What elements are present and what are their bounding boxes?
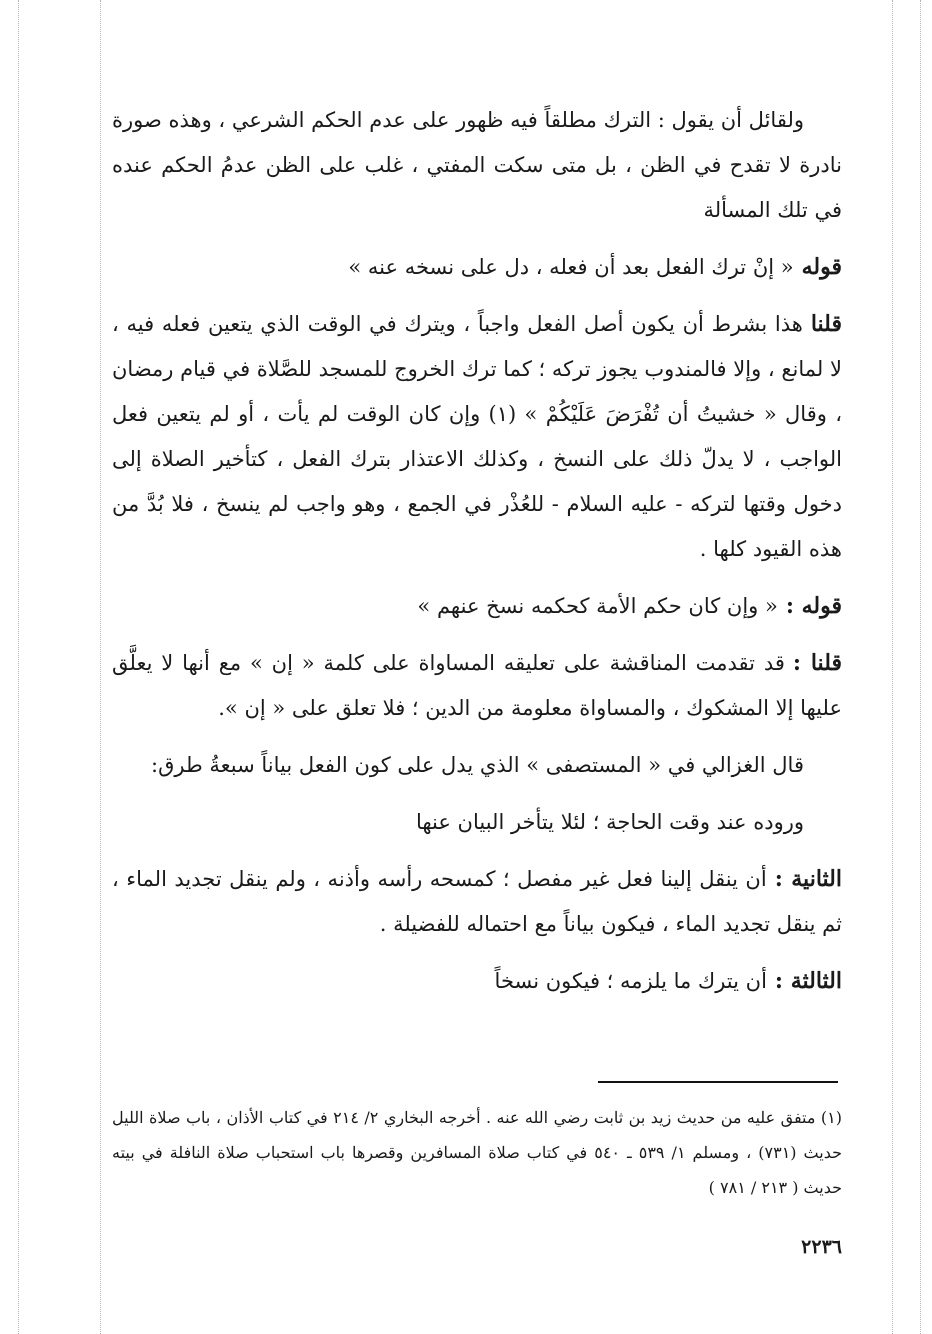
paragraph [112, 302, 842, 572]
page-number: ٢٢٣٦ [801, 1236, 842, 1258]
paragraph-text: وروده عند وقت الحاجة ؛ لئلا يتأخر البيان عنها [415, 810, 804, 834]
scan-dotted-guide [18, 0, 19, 1334]
paragraph-text: قال الغزالي في « المستصفى » الذي يدل على كون الفعل بياناً سبعةُ طرق: [151, 753, 804, 777]
paragraph-text: « وإن كان حكم الأمة كحكمه نسخ عنهم » [417, 594, 778, 618]
paragraph [112, 245, 842, 290]
scan-dotted-guide [892, 0, 893, 1334]
paragraph [112, 641, 842, 731]
paragraph [112, 584, 842, 629]
paragraph-lead: قوله : [785, 593, 842, 619]
paragraph-lead: الثانية : [774, 866, 842, 892]
paragraph-text: « إنْ ترك الفعل بعد أن فعله ، دل على نسخه عنه » [348, 255, 794, 279]
footnote: (١) متفق عليه من حديث زيد بن ثابت رضي الله عنه . أخرجه البخاري ٢/ ٢١٤ في كتاب الأذان ، باب صلاة الليل حديث (٧٣١) ، ومسلم ١/ ٥٣٩ ـ ٥٤٠ في كتاب صلاة المسافرين وقصرها باب استحباب صلاة النافلة في بيته حديث ( ٢١٣ / ٧٨١ ) [112, 1108, 843, 1197]
paragraph-text: هذا بشرط أن يكون أصل الفعل واجباً ، ويترك في الوقت الذي يتعين فعله فيه ، لا لمانع ، وإلا فالمندوب يجوز تركه ؛ كما ترك الخروج للمسجد للصَّلاة في قيام رمضان ، وقال « خشيتُ أن تُفْرَضَ عَلَيْكُمْ » (١) وإن كان الوقت لم يأت ، أو لم يتعين فعل الواجب ، لا يدلّ ذلك على النسخ ، وكذلك الاعتذار بترك الفعل ، كتأخير الصلاة إلى دخول وقتها لتركه - عليه السلام - للعُذْر في الجمع ، وهو واجب لم ينسخ ، فلا بُدَّ من هذه القيود كلها . [112, 312, 842, 561]
page-body [112, 98, 842, 1016]
paragraph-text: أن يترك ما يلزمه ؛ فيكون نسخاً [494, 969, 767, 993]
paragraph-text: قد تقدمت المناقشة على تعليقه المساواة على كلمة « إن » مع أنها لا يعلَّق عليها إلا المشكوك ، والمساواة معلومة من الدين ؛ فلا تعلق على « إن ». [112, 651, 842, 720]
footnote-separator [598, 1081, 838, 1083]
paragraph-text: أن ينقل إلينا فعل غير مفصل ؛ كمسحه رأسه وأذنه ، ولم ينقل تجديد الماء ، ثم ينقل تجديد الماء ، فيكون بياناً مع احتماله للفضيلة . [112, 867, 842, 936]
paragraph-lead: الثالثة : [774, 968, 842, 994]
paragraph [112, 857, 842, 947]
paragraph-lead: قلنا [810, 311, 842, 337]
paragraph-text: ولقائل أن يقول : الترك مطلقاً فيه ظهور على عدم الحكم الشرعي ، وهذه صورة نادرة لا تقدح في الظن ، بل متى سكت المفتي ، غلب على الظن عدمُ الحكم عنده في تلك المسألة [112, 108, 842, 222]
paragraph [112, 98, 842, 233]
paragraph [112, 743, 842, 788]
scan-dotted-guide [920, 0, 921, 1334]
paragraph-lead: قلنا : [792, 650, 842, 676]
paragraph [112, 959, 842, 1004]
paragraph [112, 800, 842, 845]
scan-dotted-guide [100, 0, 101, 1334]
paragraph-lead: قوله [801, 254, 842, 280]
